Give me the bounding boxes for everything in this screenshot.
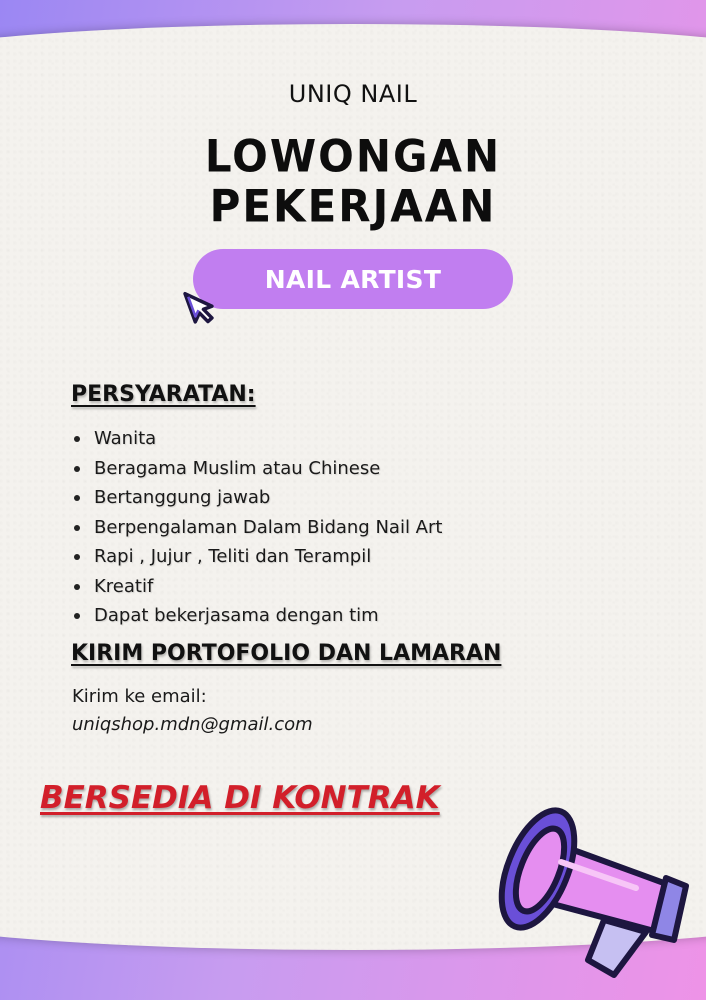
list-item: Bertanggung jawab	[72, 483, 442, 513]
requirements-heading: PERSYARATAN:	[71, 382, 256, 407]
headline-line-1: LOWONGAN	[204, 130, 502, 183]
headline	[0, 132, 706, 232]
role-label: NAIL ARTIST	[264, 264, 442, 294]
email-label: Kirim ke email:	[72, 686, 207, 707]
email-address: uniqshop.mdn@gmail.com	[72, 714, 313, 735]
list-item: Beragama Muslim atau Chinese	[72, 454, 442, 484]
apply-heading: KIRIM PORTOFOLIO DAN LAMARAN	[71, 641, 502, 666]
list-item: Dapat bekerjasama dengan tim	[72, 601, 442, 631]
list-item: Wanita	[72, 424, 442, 454]
list-item: Kreatif	[72, 572, 442, 602]
contract-note: BERSEDIA DI KONTRAK	[40, 780, 440, 816]
list-item: Berpengalaman Dalam Bidang Nail Art	[72, 513, 442, 543]
role-pill	[193, 249, 513, 309]
brand-name: UNIQ NAIL	[288, 80, 418, 108]
megaphone-icon	[486, 770, 706, 985]
requirements-list	[72, 424, 442, 631]
list-item: Rapi , Jujur , Teliti dan Terampil	[72, 542, 442, 572]
headline-line-2: PEKERJAAN	[209, 180, 497, 233]
cursor-arrow-icon	[178, 284, 218, 328]
